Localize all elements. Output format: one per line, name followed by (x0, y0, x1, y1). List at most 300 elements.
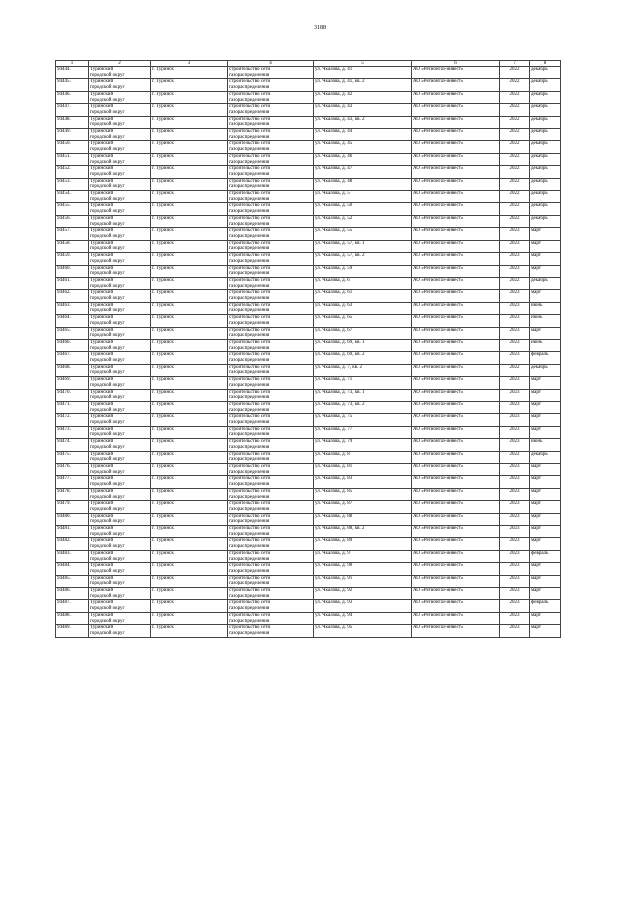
work-type-cell (228, 215, 314, 227)
table-row (56, 563, 561, 575)
district-cell (89, 178, 151, 190)
row-number-cell (56, 116, 89, 128)
district-line-2: городской округ (90, 159, 125, 165)
month: март (531, 575, 541, 581)
address-cell (314, 625, 412, 637)
work-type-line-2: газораспределения (229, 618, 270, 624)
work-type-line-1: строительство сети (229, 414, 271, 420)
district-cell (89, 290, 151, 302)
year: 2023 (509, 526, 520, 532)
district-cell (89, 315, 151, 327)
district-cell (89, 203, 151, 215)
company: АО «Регионгаз-инвест» (413, 563, 464, 569)
year-cell (500, 575, 530, 587)
district-cell (89, 302, 151, 314)
settlement: г. Туринск (152, 575, 174, 581)
address: ул. Чкалова, д. 65 (315, 315, 353, 321)
work-type-cell (228, 575, 314, 587)
table-row (56, 389, 561, 401)
month-cell (530, 588, 561, 600)
year: 2022 (509, 451, 520, 457)
row-number-cell (56, 488, 89, 500)
year-cell (500, 178, 530, 190)
row-number: 94481. (57, 526, 71, 532)
settlement: г. Туринск (152, 513, 174, 519)
work-type-line-1: строительство сети (229, 364, 271, 370)
row-number-cell (56, 575, 89, 587)
month-cell (530, 501, 561, 513)
address-cell (314, 253, 412, 265)
settlement: г. Туринск (152, 488, 174, 494)
column-header: 5 (314, 61, 412, 67)
row-number-cell (56, 141, 89, 153)
month-cell (530, 414, 561, 426)
district-line-2: городской округ (90, 333, 125, 339)
table-row (56, 79, 561, 91)
address-cell (314, 178, 412, 190)
table-row (56, 439, 561, 451)
work-type-line-1: строительство сети (229, 588, 271, 594)
work-type-line-1: строительство сети (229, 451, 271, 457)
settlement-cell (151, 464, 228, 476)
company-cell (412, 464, 500, 476)
district-line-2: городской округ (90, 233, 125, 239)
settlement-cell (151, 67, 228, 79)
row-number: 94466. (57, 339, 71, 345)
company-cell (412, 215, 500, 227)
month-cell (530, 116, 561, 128)
company-cell (412, 625, 500, 637)
settlement: г. Туринск (152, 129, 174, 135)
settlement: г. Туринск (152, 104, 174, 110)
work-type-cell (228, 339, 314, 351)
year-cell (500, 153, 530, 165)
row-number-cell (56, 364, 89, 376)
work-type-cell (228, 439, 314, 451)
district-line-1: Туринский (90, 426, 114, 432)
year: 2022 (509, 129, 520, 135)
district-line-2: городской округ (90, 85, 125, 91)
table-row (56, 228, 561, 240)
table-row (56, 327, 561, 339)
settlement-cell (151, 228, 228, 240)
table-row (56, 426, 561, 438)
year-cell (500, 265, 530, 277)
row-number-cell (56, 550, 89, 562)
settlement-cell (151, 414, 228, 426)
year-cell (500, 166, 530, 178)
address: ул. Чкалова, д. 50 (315, 203, 353, 209)
row-number: 94459. (57, 253, 71, 259)
row-number-cell (56, 612, 89, 624)
settlement-cell (151, 166, 228, 178)
row-number-cell (56, 414, 89, 426)
district-line-1: Туринский (90, 302, 114, 308)
table-row (56, 464, 561, 476)
table-row (56, 612, 561, 624)
row-number-cell (56, 91, 89, 103)
work-type-line-2: газораспределения (229, 581, 270, 587)
work-type-line-1: строительство сети (229, 339, 271, 345)
company: АО «Регионгаз-инвест» (413, 153, 464, 159)
company: АО «Регионгаз-инвест» (413, 277, 464, 283)
address: ул. Чкалова, д. 95 (315, 625, 353, 631)
table-row (56, 401, 561, 413)
district-line-1: Туринский (90, 141, 114, 147)
table-row (56, 488, 561, 500)
work-type-line-1: строительство сети (229, 550, 271, 556)
row-number-cell (56, 104, 89, 116)
work-type-cell (228, 79, 314, 91)
address-cell (314, 215, 412, 227)
address-cell (314, 476, 412, 488)
district-line-2: городской округ (90, 457, 125, 463)
address-cell (314, 327, 412, 339)
district-line-2: городской округ (90, 196, 125, 202)
company: АО «Регионгаз-инвест» (413, 191, 464, 197)
month: март (531, 513, 541, 519)
year-cell (500, 513, 530, 525)
table-row (56, 203, 561, 215)
year: 2022 (509, 141, 520, 147)
work-type-cell (228, 625, 314, 637)
year-cell (500, 327, 530, 339)
row-number-cell (56, 67, 89, 79)
work-type-line-1: строительство сети (229, 228, 271, 234)
company-cell (412, 104, 500, 116)
year: 2023 (509, 625, 520, 631)
row-number: 94458. (57, 240, 71, 246)
work-type-line-2: газораспределения (229, 209, 270, 215)
address-cell (314, 464, 412, 476)
work-type-line-2: газораспределения (229, 308, 270, 314)
company-cell (412, 116, 500, 128)
work-type-line-1: строительство сети (229, 563, 271, 569)
work-type-line-1: строительство сети (229, 513, 271, 519)
month-cell (530, 79, 561, 91)
settlement-cell (151, 302, 228, 314)
year-cell (500, 476, 530, 488)
address-cell (314, 588, 412, 600)
company-cell (412, 302, 500, 314)
work-type-line-1: строительство сети (229, 141, 271, 147)
work-type-cell (228, 501, 314, 513)
work-type-cell (228, 178, 314, 190)
month: декабрь (531, 91, 548, 97)
settlement: г. Туринск (152, 501, 174, 507)
address: ул. Чкалова, д. 9 (315, 550, 350, 556)
year-cell (500, 377, 530, 389)
year: 2022 (509, 67, 520, 72)
district-cell (89, 563, 151, 575)
row-number-cell (56, 277, 89, 289)
row-number-cell (56, 439, 89, 451)
year-cell (500, 116, 530, 128)
row-number-cell (56, 389, 89, 401)
row-number-cell (56, 538, 89, 550)
district-line-1: Туринский (90, 153, 114, 159)
company: АО «Регионгаз-инвест» (413, 612, 464, 618)
company: АО «Регионгаз-инвест» (413, 141, 464, 147)
district-line-1: Туринский (90, 501, 114, 507)
district-line-1: Туринский (90, 451, 114, 457)
row-number-cell (56, 600, 89, 612)
address-cell (314, 426, 412, 438)
column-header: 1 (56, 61, 89, 67)
year: 2023 (509, 315, 520, 321)
work-type-cell (228, 302, 314, 314)
district-line-2: городской округ (90, 147, 125, 153)
work-type-cell (228, 526, 314, 538)
district-line-2: городской округ (90, 630, 125, 636)
row-number-cell (56, 240, 89, 252)
year-cell (500, 91, 530, 103)
work-type-line-2: газораспределения (229, 395, 270, 401)
settlement: г. Туринск (152, 389, 174, 395)
month-cell (530, 240, 561, 252)
year: 2022 (509, 104, 520, 110)
address: ул. Чкалова, д. 47 (315, 166, 353, 172)
work-type-line-2: газораспределения (229, 333, 270, 339)
work-type-line-2: газораспределения (229, 97, 270, 103)
month: март (531, 401, 541, 407)
work-type-line-2: газораспределения (229, 630, 270, 636)
company-cell (412, 141, 500, 153)
work-type-line-2: газораспределения (229, 593, 270, 599)
year: 2023 (509, 612, 520, 618)
settlement-cell (151, 501, 228, 513)
district-cell (89, 389, 151, 401)
month-cell (530, 265, 561, 277)
company-cell (412, 513, 500, 525)
company: АО «Регионгаз-инвест» (413, 352, 464, 358)
row-number: 94470. (57, 389, 71, 395)
work-type-cell (228, 277, 314, 289)
work-type-cell (228, 488, 314, 500)
company-cell (412, 451, 500, 463)
address: ул. Чкалова, д. 57, кв. 2 (315, 253, 365, 259)
district-cell (89, 253, 151, 265)
district-cell (89, 377, 151, 389)
year-cell (500, 464, 530, 476)
settlement-cell (151, 550, 228, 562)
work-type-line-1: строительство сети (229, 600, 271, 606)
month-cell (530, 302, 561, 314)
district-line-1: Туринский (90, 265, 114, 271)
company-cell (412, 79, 500, 91)
row-number-cell (56, 588, 89, 600)
year: 2023 (509, 476, 520, 482)
company: АО «Регионгаз-инвест» (413, 116, 464, 122)
district-line-1: Туринский (90, 389, 114, 395)
settlement: г. Туринск (152, 451, 174, 457)
work-type-line-1: строительство сети (229, 104, 271, 110)
district-line-2: городской округ (90, 494, 125, 500)
work-type-cell (228, 612, 314, 624)
page-number: 3188 (314, 25, 326, 31)
company-cell (412, 538, 500, 550)
company-cell (412, 377, 500, 389)
settlement-cell (151, 526, 228, 538)
settlement: г. Туринск (152, 625, 174, 631)
work-type-cell (228, 253, 314, 265)
settlement: г. Туринск (152, 178, 174, 184)
district-cell (89, 364, 151, 376)
row-number: 94453. (57, 178, 71, 184)
address: ул. Чкалова, д. 41 (315, 67, 353, 72)
row-number: 94480. (57, 513, 71, 519)
settlement-cell (151, 389, 228, 401)
district-line-2: городской округ (90, 221, 125, 227)
schedule-table (55, 60, 561, 638)
row-number-cell (56, 401, 89, 413)
table-row (56, 377, 561, 389)
row-number-cell (56, 315, 89, 327)
address: ул. Чкалова, д. 45 (315, 141, 353, 147)
address: ул. Чкалова, д. 88 (315, 513, 353, 519)
company: АО «Регионгаз-инвест» (413, 588, 464, 594)
year: 2023 (509, 302, 520, 308)
settlement: г. Туринск (152, 91, 174, 97)
company-cell (412, 166, 500, 178)
district-line-1: Туринский (90, 612, 114, 618)
district-line-1: Туринский (90, 414, 114, 420)
work-type-line-2: газораспределения (229, 258, 270, 264)
work-type-cell (228, 600, 314, 612)
company: АО «Регионгаз-инвест» (413, 538, 464, 544)
district-line-2: городской округ (90, 134, 125, 140)
work-type-line-2: газораспределения (229, 519, 270, 525)
address-cell (314, 265, 412, 277)
year: 2022 (509, 153, 520, 159)
settlement-cell (151, 253, 228, 265)
company-cell (412, 588, 500, 600)
year-cell (500, 488, 530, 500)
district-line-1: Туринский (90, 526, 114, 532)
district-cell (89, 277, 151, 289)
year: 2023 (509, 575, 520, 581)
settlement-cell (151, 513, 228, 525)
company: АО «Регионгаз-инвест» (413, 476, 464, 482)
table-row (56, 67, 561, 79)
work-type-line-2: газораспределения (229, 531, 270, 537)
work-type-line-1: строительство сети (229, 575, 271, 581)
district-line-2: городской округ (90, 283, 125, 289)
address-cell (314, 228, 412, 240)
month: март (531, 488, 541, 494)
address: ул. Чкалова, д. 42 (315, 91, 353, 97)
table-row (56, 526, 561, 538)
row-number-cell (56, 501, 89, 513)
settlement-cell (151, 600, 228, 612)
year: 2023 (509, 352, 520, 358)
district-line-2: городской округ (90, 122, 125, 128)
address: ул. Чкалова, д. 93 (315, 600, 353, 606)
year-cell (500, 550, 530, 562)
year: 2023 (509, 228, 520, 234)
district-line-1: Туринский (90, 401, 114, 407)
table-row (56, 166, 561, 178)
year: 2023 (509, 290, 520, 296)
work-type-line-2: газораспределения (229, 109, 270, 115)
row-number-cell (56, 290, 89, 302)
company-cell (412, 364, 500, 376)
settlement-cell (151, 191, 228, 203)
work-type-line-2: газораспределения (229, 233, 270, 239)
month-cell (530, 104, 561, 116)
company-cell (412, 600, 500, 612)
month-cell (530, 488, 561, 500)
settlement: г. Туринск (152, 600, 174, 606)
district-line-2: городской округ (90, 97, 125, 103)
year-cell (500, 67, 530, 79)
month-cell (530, 401, 561, 413)
district-line-2: городской округ (90, 444, 125, 450)
settlement: г. Туринск (152, 464, 174, 469)
district-line-1: Туринский (90, 79, 114, 85)
year: 2023 (509, 464, 520, 469)
table-row (56, 116, 561, 128)
month-cell (530, 191, 561, 203)
row-number-cell (56, 339, 89, 351)
address: ул. Чкалова, д. 73, кв. 2 (315, 401, 365, 407)
month: март (531, 464, 541, 469)
district-line-2: городской округ (90, 395, 125, 401)
work-type-cell (228, 104, 314, 116)
company-cell (412, 389, 500, 401)
work-type-line-2: газораспределения (229, 420, 270, 426)
district-line-2: городской округ (90, 171, 125, 177)
work-type-line-1: строительство сети (229, 439, 271, 445)
company: АО «Регионгаз-инвест» (413, 401, 464, 407)
work-type-line-1: строительство сети (229, 488, 271, 494)
row-number-cell (56, 451, 89, 463)
row-number: 94486. (57, 588, 71, 594)
work-type-line-1: строительство сети (229, 191, 271, 197)
row-number-cell (56, 513, 89, 525)
year: 2022 (509, 191, 520, 197)
settlement: г. Туринск (152, 153, 174, 159)
settlement: г. Туринск (152, 228, 174, 234)
month-cell (530, 612, 561, 624)
settlement-cell (151, 215, 228, 227)
year-cell (500, 352, 530, 364)
district-line-2: городской округ (90, 531, 125, 537)
table-row (56, 253, 561, 265)
work-type-line-1: строительство сети (229, 215, 271, 221)
district-cell (89, 476, 151, 488)
company: АО «Регионгаз-инвест» (413, 451, 464, 457)
settlement: г. Туринск (152, 141, 174, 147)
work-type-cell (228, 464, 314, 476)
company-cell (412, 439, 500, 451)
year: 2023 (509, 414, 520, 420)
address-cell (314, 451, 412, 463)
company-cell (412, 401, 500, 413)
row-number: 94460. (57, 265, 71, 271)
district-cell (89, 191, 151, 203)
year: 2023 (509, 401, 520, 407)
company: АО «Регионгаз-инвест» (413, 526, 464, 532)
company-cell (412, 501, 500, 513)
month: июнь (531, 439, 543, 445)
year-cell (500, 315, 530, 327)
work-type-line-2: газораспределения (229, 544, 270, 550)
row-number: 94444. (57, 67, 71, 72)
table-row (56, 352, 561, 364)
settlement-cell (151, 451, 228, 463)
address: ул. Чкалова, д. 87 (315, 501, 353, 507)
